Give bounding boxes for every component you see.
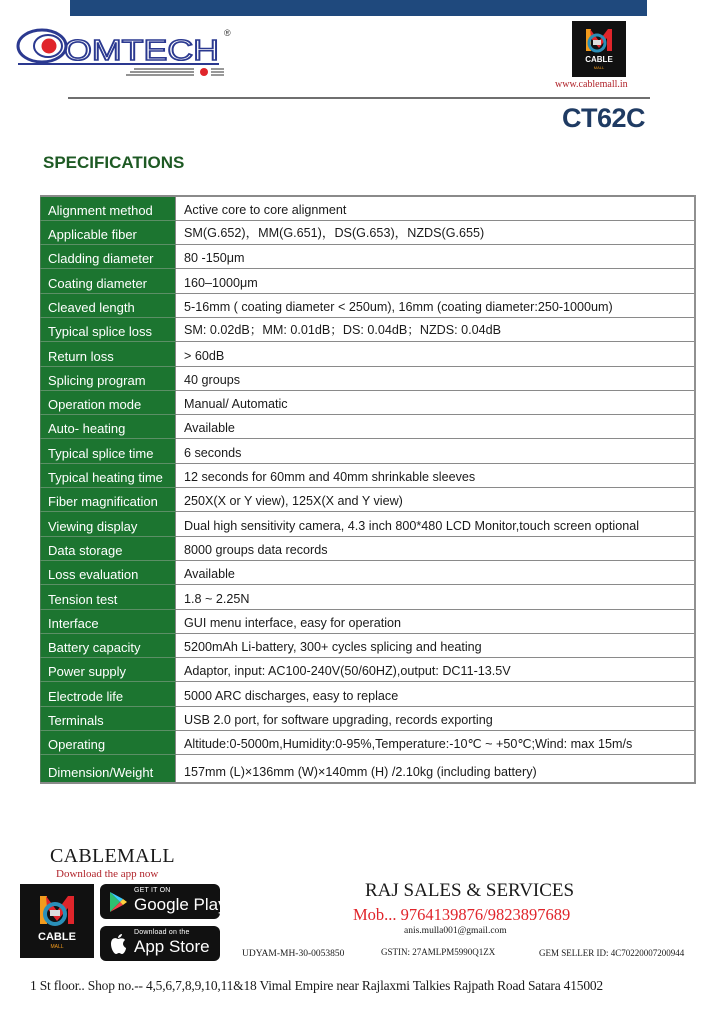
spec-value: > 60dB [184,348,225,363]
spec-row [41,463,696,487]
partner-url[interactable]: www.cablemall.in [555,79,628,90]
spec-label: Loss evaluation [48,567,139,583]
spec-label-cell [41,682,176,706]
spec-label: Fiber magnification [48,494,158,510]
company-name: RAJ SALES & SERVICES [365,880,575,901]
google-play-icon [108,891,128,913]
spec-row [41,415,696,439]
svg-text:OMTECH: OMTECH [64,35,219,67]
spec-label-cell [41,196,176,220]
spec-label: Alignment method [48,202,153,218]
spec-value-cell [176,633,696,657]
spec-value-cell [176,706,696,730]
spec-value: 160–1000μm [184,275,258,290]
spec-label-cell [41,755,176,783]
spec-label: Viewing display [48,518,138,534]
app-store-small-text: Download on the [134,929,190,936]
spec-label: Operating [48,737,106,753]
spec-value: 40 groups [184,372,241,387]
spec-label: Typical splice time [48,445,154,461]
spec-label-cell [41,536,176,560]
spec-row [41,439,696,463]
spec-value-cell [176,658,696,682]
spec-value-cell [176,682,696,706]
spec-value-cell [176,731,696,755]
spec-value: Adaptor, input: AC100-240V(50/60HZ),output: DC11-13.5V [184,664,511,679]
spec-label: Applicable fiber [48,227,137,243]
spec-label-cell [41,585,176,609]
spec-row [41,366,696,390]
spec-value-cell [176,560,696,584]
shop-address: 1 St floor.. Shop no.-- 4,5,6,7,8,9,10,11&18 Vimal Empire near Rajlaxmi Talkies Rajpath Road Satara 415002 [30,978,603,993]
spec-value: Available [184,567,235,582]
spec-value: 5-16mm ( coating diameter < 250um), 16mm (coating diameter:250-1000um) [184,299,613,314]
spec-value-cell [176,390,696,414]
spec-value-cell [176,196,696,220]
spec-value: 5000 ARC discharges, easy to replace [184,688,399,703]
spec-value-cell [176,415,696,439]
spec-label: Power supply [48,664,127,680]
spec-value: 8000 groups data records [184,542,328,557]
spec-label-cell [41,633,176,657]
spec-label-cell [41,293,176,317]
spec-value: Available [184,421,235,436]
spec-label: Splicing program [48,372,146,388]
app-store-label: App Store [134,937,210,956]
spec-label-cell [41,658,176,682]
spec-label: Operation mode [48,397,142,413]
spec-value: 1.8 ~ 2.25N [184,591,250,606]
spec-row [41,682,696,706]
spec-value: 250X(X or Y view), 125X(X and Y view) [184,494,403,509]
svg-text:CABLE: CABLE [585,55,613,64]
spec-label-cell [41,366,176,390]
comtech-logo [14,24,234,78]
spec-row [41,658,696,682]
spec-value-cell [176,488,696,512]
spec-value-cell [176,585,696,609]
spec-row [41,512,696,536]
spec-label: Typical splice loss [48,324,153,340]
spec-label: Dimension/Weight [48,764,154,780]
spec-label: Auto- heating [48,421,126,437]
spec-label-cell [41,731,176,755]
spec-label-cell [41,706,176,730]
spec-row [41,609,696,633]
spec-label-cell [41,317,176,341]
spec-label: Cleaved length [48,299,135,315]
spec-row [41,390,696,414]
spec-value-cell [176,220,696,244]
spec-row [41,633,696,657]
spec-value: Altitude:0-5000m,Humidity:0-95%,Temperature:-10℃ ~ +50℃;Wind: max 15m/s [184,737,633,752]
spec-value-cell [176,366,696,390]
spec-row [41,731,696,755]
gem-seller-id: GEM SELLER ID: 4C70220007200944 [539,948,685,958]
spec-label: Terminals [48,713,104,729]
spec-label-cell [41,560,176,584]
spec-value: GUI menu interface, easy for operation [184,615,402,630]
svg-text:MALL: MALL [593,65,605,70]
spec-row [41,560,696,584]
app-title: CABLEMALL [50,845,175,867]
app-cta: Download the app now [56,868,159,880]
spec-row [41,245,696,269]
email-address[interactable]: anis.mulla001@gmail.com [404,926,507,936]
spec-label-cell [41,220,176,244]
spec-value-cell [176,439,696,463]
header-bar [70,0,647,16]
spec-label-cell [41,269,176,293]
spec-label: Typical heating time [48,470,163,486]
google-play-small-text: GET IT ON [134,887,171,894]
mobile-numbers: Mob... 9764139876/9823897689 [353,905,571,924]
spec-label: Electrode life [48,688,124,704]
spec-label-cell [41,342,176,366]
spec-value: 80 -150μm [184,251,245,266]
spec-value-cell [176,342,696,366]
cablemall-logo [572,21,626,77]
spec-label-cell [41,488,176,512]
spec-value: SM(G.652)，MM(G.651)，DS(G.653)，NZDS(G.655) [184,226,485,241]
spec-label: Cladding diameter [48,251,154,267]
spec-label: Interface [48,615,99,631]
model-number: CT62C [561,103,645,133]
spec-row [41,220,696,244]
spec-label: Tension test [48,591,118,607]
spec-value-cell [176,317,696,341]
svg-text:CABLE: CABLE [38,931,76,943]
spec-value-cell [176,463,696,487]
spec-label-cell [41,245,176,269]
cablemall-app-logo [20,884,94,958]
spec-label-cell [41,512,176,536]
specifications-table [40,195,696,784]
google-play-button[interactable] [100,884,227,919]
spec-row [41,585,696,609]
spec-row [41,488,696,512]
specifications-title: SPECIFICATIONS [43,153,185,172]
spec-value: Dual high sensitivity camera, 4.3 inch 800*480 LCD Monitor,touch screen optional [184,518,640,533]
spec-label-cell [41,609,176,633]
spec-label: Battery capacity [48,640,141,656]
spec-label-cell [41,439,176,463]
spec-value-cell [176,245,696,269]
spec-row [41,293,696,317]
gstin-number: GSTIN: 27AMLPM5990Q1ZX [381,947,496,957]
spec-value: SM: 0.02dB；MM: 0.01dB；DS: 0.04dB；NZDS: 0.04dB [184,323,502,338]
spec-label: Coating diameter [48,275,147,291]
spec-row [41,706,696,730]
spec-row [41,342,696,366]
header-divider [68,97,650,99]
spec-value-cell [176,536,696,560]
spec-value-cell [176,609,696,633]
spec-row [41,755,696,783]
spec-label-cell [41,463,176,487]
spec-value: 157mm (L)×136mm (W)×140mm (H) /2.10kg (including battery) [184,764,537,779]
spec-label-cell [41,415,176,439]
spec-value: 12 seconds for 60mm and 40mm shrinkable sleeves [184,470,476,485]
spec-value-cell [176,512,696,536]
spec-value-cell [176,293,696,317]
spec-value: USB 2.0 port, for software upgrading, records exporting [184,713,493,728]
spec-value: 6 seconds [184,445,242,460]
google-play-label: Google Play [134,895,227,914]
svg-text:®: ® [224,28,231,38]
spec-label: Return loss [48,348,114,364]
app-store-button[interactable] [100,926,220,961]
spec-value: Active core to core alignment [184,202,347,217]
apple-icon [108,933,128,955]
spec-value: Manual/ Automatic [184,397,288,412]
spec-label-cell [41,390,176,414]
spec-label: Data storage [48,542,123,558]
spec-value: 5200mAh Li-battery, 300+ cycles splicing and heating [184,640,482,655]
spec-row [41,317,696,341]
spec-value-cell [176,269,696,293]
udyam-number: UDYAM-MH-30-0053850 [242,949,345,959]
svg-text:MALL: MALL [50,944,64,950]
spec-row [41,269,696,293]
spec-value-cell [176,755,696,783]
spec-row [41,196,696,220]
spec-row [41,536,696,560]
